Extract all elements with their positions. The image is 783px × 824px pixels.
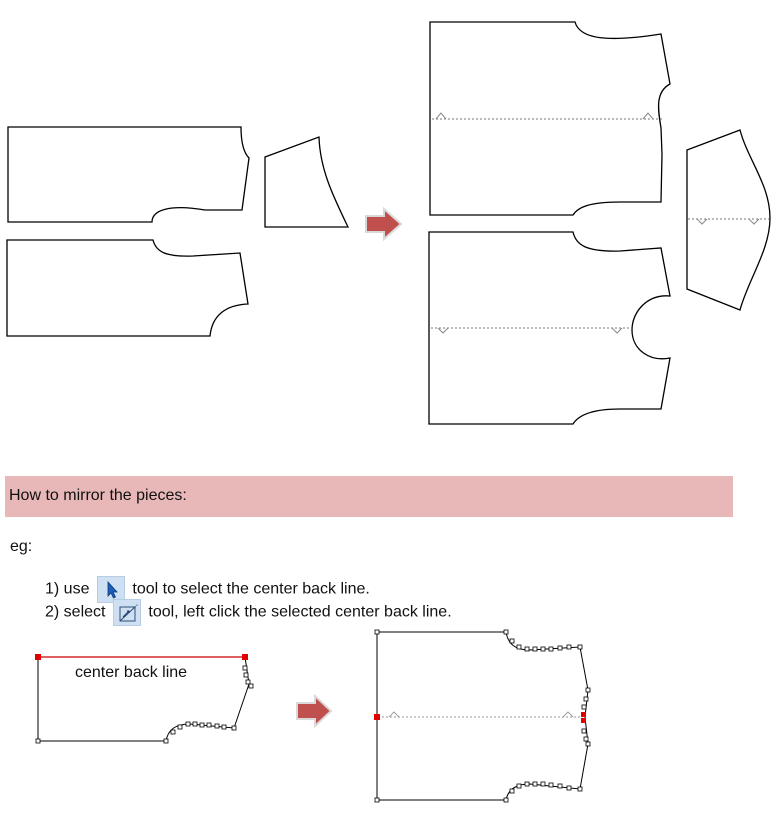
section-banner xyxy=(5,476,733,517)
example-label: eg: xyxy=(10,538,33,555)
step-2-prefix: 2) select xyxy=(45,603,106,621)
mirrored-front-piece-outline xyxy=(429,232,670,424)
step-1-suffix: tool to select the center back line. xyxy=(132,580,370,598)
sleeve-half-outline xyxy=(265,137,348,227)
mirror-tool-icon[interactable] xyxy=(113,599,141,626)
notch-marker xyxy=(436,113,446,119)
right-arrow-icon xyxy=(366,209,401,239)
instruction-step-2 xyxy=(45,599,452,626)
notch-marker xyxy=(643,113,653,119)
step-1-prefix: 1) use xyxy=(45,580,90,598)
section-title: How to mirror the pieces: xyxy=(9,487,187,504)
step-2-suffix: tool, left click the selected center back line. xyxy=(148,603,452,621)
notch-marker xyxy=(697,219,707,224)
right-arrow-icon xyxy=(297,696,331,726)
front-piece-outline xyxy=(7,240,248,336)
notch-marker xyxy=(612,328,622,333)
notch-marker xyxy=(438,328,448,333)
center-back-line-label: center back line xyxy=(75,664,188,681)
mirrored-piece xyxy=(377,632,588,800)
notch-marker xyxy=(749,219,759,224)
back-piece-outline xyxy=(8,127,249,222)
